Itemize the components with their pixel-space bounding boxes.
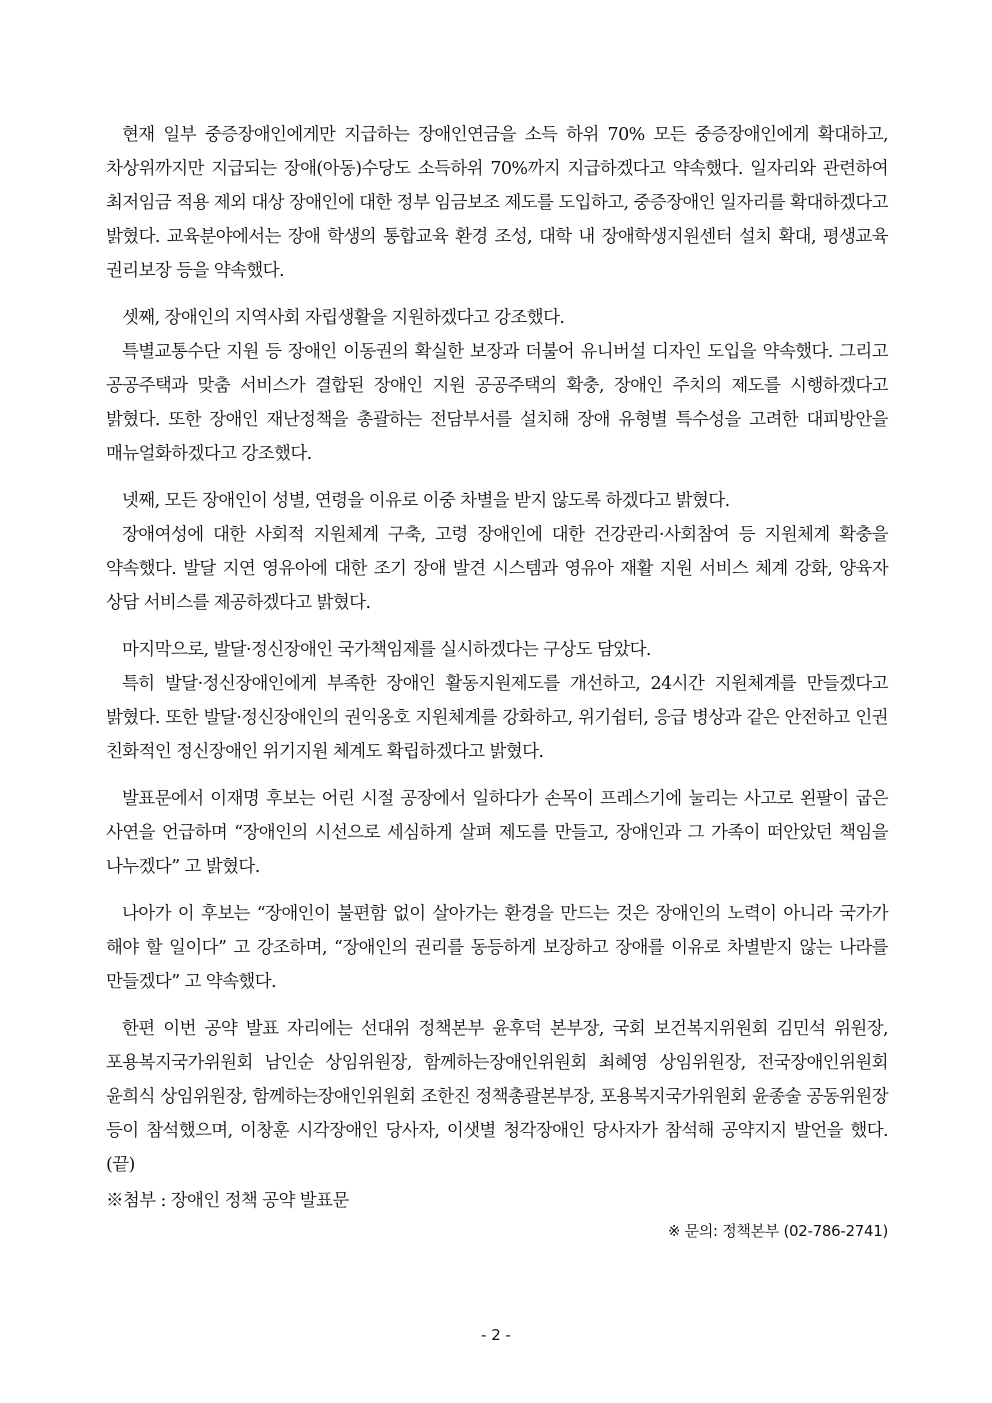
heading-last-national-responsibility: 마지막으로, 발달·정신장애인 국가책임제를 실시하겠다는 구상도 담았다. <box>122 640 651 660</box>
paragraph-candidate-promise: 나아가 이 후보는 “장애인이 불편함 없이 살아가는 환경을 만드는 것은 장애인의 노력이 아니라 국가가 해야 할 일이다” 고 강조하며, “장애인의 권리를 동등하게 보장하고 장애를 이유로 차별받지 않는 나라를 만들겠다” 고 약속했다. <box>106 904 888 992</box>
heading-third-independent-living: 셋째, 장애인의 지역사회 자립생활을 지원하겠다고 강조했다. <box>122 308 565 328</box>
paragraph-developmental-mental-support: 특히 발달·정신장애인에게 부족한 장애인 활동지원제도를 개선하고, 24시간 지원체계를 만들겠다고 밝혔다. 또한 발달·정신장애인의 권익옹호 지원체계를 강화하고, 위기쉼터, 응급 병상과 같은 안전하고 인권 친화적인 정신장애인 위기지원 체계도 확립하겠다고 밝혔다. <box>106 674 888 762</box>
attachment-note: ※첨부 : 장애인 정책 공약 발표문 <box>106 1191 349 1211</box>
paragraph-gap <box>106 884 888 891</box>
paragraph-gap <box>106 620 888 627</box>
contact-info: ※ 문의: 정책본부 (02-786-2741) <box>667 1222 888 1240</box>
paragraph-women-elderly-infants: 장애여성에 대한 사회적 지원체계 구축, 고령 장애인에 대한 건강관리·사회참여 등 지원체계 확충을 약속했다. 발달 지연 영유아에 대한 조기 장애 발견 시스템과 영유아 재활 지원 서비스 체계 강화, 양육자 상담 서비스를 제공하겠다고 밝혔다. <box>106 525 888 613</box>
page-number: - 2 - <box>481 1326 511 1344</box>
paragraph-gap <box>106 999 888 1006</box>
paragraph-attendees: 한편 이번 공약 발표 자리에는 선대위 정책본부 윤후덕 본부장, 국회 보건복지위원회 김민석 위원장, 포용복지국가위원회 남인순 상임위원장, 함께하는장애인위원회 최혜영 상임위원장, 전국장애인위원회 윤희식 상임위원장, 함께하는장애인위원회 조한진 정책총괄본부장, 포용복지국가위원회 윤종술 공동위원장 등이 참석했으며, 이창훈 시각장애인 당사자, 이샛별 청각장애인 당사자가 참석해 공약지지 발언을 했다. (끝) <box>106 1019 888 1175</box>
document-body <box>106 118 888 1244</box>
heading-fourth-double-discrimination: 넷째, 모든 장애인이 성별, 연령을 이유로 이중 차별을 받지 않도록 하겠다고 밝혔다. <box>122 491 730 511</box>
paragraph-gap <box>106 769 888 776</box>
paragraph-pension-employment-education: 현재 일부 중증장애인에게만 지급하는 장애인연금을 소득 하위 70% 모든 중증장애인에게 확대하고, 차상위까지만 지급되는 장애(아동)수당도 소득하위 70%까지 지급하겠다고 약속했다. 일자리와 관련하여 최저임금 적용 제외 대상 장애인에 대한 정부 임금보조 제도를 도입하고, 중증장애인 일자리를 확대하겠다고 밝혔다. 교육분야에서는 장애 학생의 통합교육 환경 조성, 대학 내 장애학생지원센터 설치 확대, 평생교육 권리보장 등을 약속했다. <box>106 125 888 281</box>
paragraph-gap <box>106 471 888 478</box>
paragraph-candidate-anecdote: 발표문에서 이재명 후보는 어린 시절 공장에서 일하다가 손목이 프레스기에 눌리는 사고로 왼팔이 굽은 사연을 언급하며 “장애인의 시선으로 세심하게 살펴 제도를 만들고, 장애인과 그 가족이 떠안았던 책임을 나누겠다” 고 밝혔다. <box>106 789 888 877</box>
paragraph-gap <box>106 288 888 295</box>
paragraph-mobility-housing-disaster: 특별교통수단 지원 등 장애인 이동권의 확실한 보장과 더불어 유니버설 디자인 도입을 약속했다. 그리고 공공주택과 맞춤 서비스가 결합된 장애인 지원 공공주택의 확충, 장애인 주치의 제도를 시행하겠다고 밝혔다. 또한 장애인 재난정책을 총괄하는 전담부서를 설치해 장애 유형별 특수성을 고려한 대피방안을 매뉴얼화하겠다고 강조했다. <box>106 342 888 464</box>
